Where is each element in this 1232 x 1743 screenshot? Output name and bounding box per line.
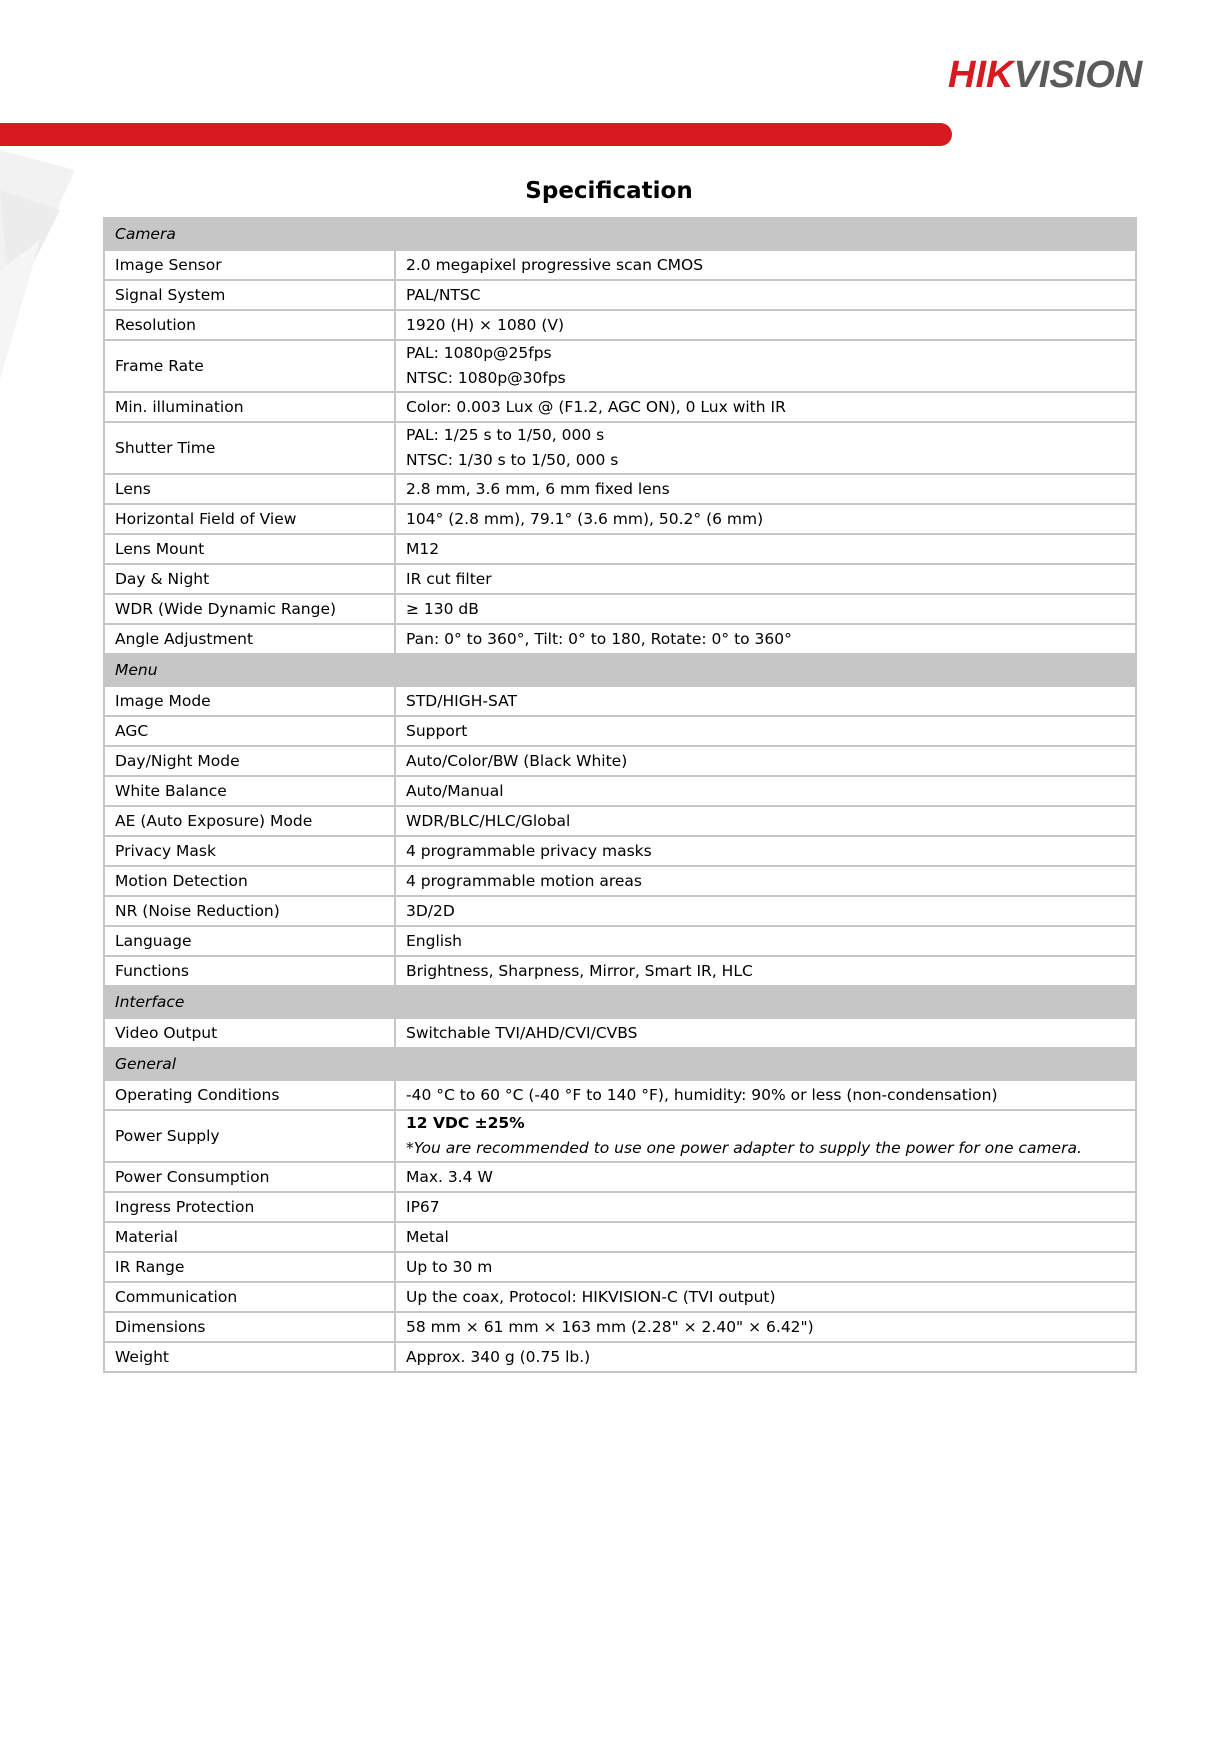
- spec-value: Switchable TVI/AHD/CVI/CVBS: [395, 1018, 1136, 1048]
- table-row: [104, 866, 1136, 896]
- spec-value-line: NTSC: 1/30 s to 1/50, 000 s: [406, 451, 619, 469]
- spec-value: STD/HIGH-SAT: [395, 686, 1136, 716]
- spec-value: 3D/2D: [395, 896, 1136, 926]
- spec-value: [395, 422, 1136, 474]
- spec-value: Metal: [395, 1222, 1136, 1252]
- spec-label: Signal System: [104, 280, 395, 310]
- spec-value: ≥ 130 dB: [395, 594, 1136, 624]
- spec-value: [395, 1110, 1136, 1162]
- spec-value: Up to 30 m: [395, 1252, 1136, 1282]
- logo-text-vision: VISION: [1013, 54, 1143, 96]
- section-general: [104, 1048, 1136, 1080]
- section-menu: [104, 654, 1136, 686]
- spec-label: Video Output: [104, 1018, 395, 1048]
- section-heading: General: [104, 1048, 1136, 1080]
- spec-label: Ingress Protection: [104, 1192, 395, 1222]
- spec-value-line: 12 VDC ±25%: [406, 1114, 525, 1132]
- table-row: [104, 1110, 1136, 1162]
- table-row: [104, 1162, 1136, 1192]
- spec-label: Motion Detection: [104, 866, 395, 896]
- spec-label: Functions: [104, 956, 395, 986]
- spec-value-line: NTSC: 1080p@30fps: [406, 369, 566, 387]
- table-row: [104, 1222, 1136, 1252]
- table-row: [104, 776, 1136, 806]
- table-row: [104, 1252, 1136, 1282]
- table-row: [104, 1192, 1136, 1222]
- section-heading: Menu: [104, 654, 1136, 686]
- spec-label: Communication: [104, 1282, 395, 1312]
- table-row: [104, 716, 1136, 746]
- spec-value-line: PAL: 1080p@25fps: [406, 344, 552, 362]
- power-adapter-note: *You are recommended to use one power adapter to supply the power for one camera.: [406, 1139, 1082, 1157]
- spec-value: Brightness, Sharpness, Mirror, Smart IR, HLC: [395, 956, 1136, 986]
- spec-value: English: [395, 926, 1136, 956]
- spec-label: Power Consumption: [104, 1162, 395, 1192]
- table-row: [104, 504, 1136, 534]
- header-red-bar: [0, 123, 952, 146]
- table-row: [104, 806, 1136, 836]
- spec-value: WDR/BLC/HLC/Global: [395, 806, 1136, 836]
- table-row: [104, 1080, 1136, 1110]
- spec-value: 58 mm × 61 mm × 163 mm (2.28" × 2.40" × 6.42"): [395, 1312, 1136, 1342]
- spec-label: White Balance: [104, 776, 395, 806]
- spec-value: 2.0 megapixel progressive scan CMOS: [395, 250, 1136, 280]
- spec-label: AGC: [104, 716, 395, 746]
- spec-label: Language: [104, 926, 395, 956]
- spec-label: IR Range: [104, 1252, 395, 1282]
- spec-label: Dimensions: [104, 1312, 395, 1342]
- spec-value: PAL/NTSC: [395, 280, 1136, 310]
- spec-label: Privacy Mask: [104, 836, 395, 866]
- spec-value: 2.8 mm, 3.6 mm, 6 mm fixed lens: [395, 474, 1136, 504]
- spec-label: WDR (Wide Dynamic Range): [104, 594, 395, 624]
- section-heading: Interface: [104, 986, 1136, 1018]
- table-row: [104, 1312, 1136, 1342]
- section-camera: [104, 218, 1136, 250]
- section-heading: Camera: [104, 218, 1136, 250]
- spec-value: Auto/Color/BW (Black White): [395, 746, 1136, 776]
- table-row: [104, 624, 1136, 654]
- specification-table: [103, 217, 1137, 1373]
- spec-value: M12: [395, 534, 1136, 564]
- table-row: [104, 896, 1136, 926]
- spec-label: Day & Night: [104, 564, 395, 594]
- spec-label: Horizontal Field of View: [104, 504, 395, 534]
- spec-value: IR cut filter: [395, 564, 1136, 594]
- table-row: [104, 594, 1136, 624]
- spec-value: Color: 0.003 Lux @ (F1.2, AGC ON), 0 Lux with IR: [395, 392, 1136, 422]
- spec-value: Pan: 0° to 360°, Tilt: 0° to 180, Rotate: 0° to 360°: [395, 624, 1136, 654]
- table-row: [104, 686, 1136, 716]
- spec-label: Image Sensor: [104, 250, 395, 280]
- table-row: [104, 474, 1136, 504]
- spec-value-line: PAL: 1/25 s to 1/50, 000 s: [406, 426, 605, 444]
- table-row: [104, 1342, 1136, 1372]
- spec-label: Frame Rate: [104, 340, 395, 392]
- table-row: [104, 1018, 1136, 1048]
- table-row: [104, 926, 1136, 956]
- table-row: [104, 956, 1136, 986]
- spec-value: Up the coax, Protocol: HIKVISION-C (TVI output): [395, 1282, 1136, 1312]
- spec-value: Auto/Manual: [395, 776, 1136, 806]
- table-row: [104, 836, 1136, 866]
- table-row: [104, 1282, 1136, 1312]
- spec-label: Lens: [104, 474, 395, 504]
- spec-label: Shutter Time: [104, 422, 395, 474]
- spec-value: Approx. 340 g (0.75 lb.): [395, 1342, 1136, 1372]
- spec-value: 104° (2.8 mm), 79.1° (3.6 mm), 50.2° (6 mm): [395, 504, 1136, 534]
- spec-label: Weight: [104, 1342, 395, 1372]
- spec-label: Lens Mount: [104, 534, 395, 564]
- table-row: [104, 534, 1136, 564]
- spec-label: Angle Adjustment: [104, 624, 395, 654]
- spec-label: Power Supply: [104, 1110, 395, 1162]
- spec-value: -40 °C to 60 °C (-40 °F to 140 °F), humidity: 90% or less (non-condensation): [395, 1080, 1136, 1110]
- spec-label: NR (Noise Reduction): [104, 896, 395, 926]
- spec-label: Image Mode: [104, 686, 395, 716]
- logo-text-hik: HIK: [948, 54, 1014, 96]
- spec-value: 4 programmable motion areas: [395, 866, 1136, 896]
- spec-value: [395, 340, 1136, 392]
- table-row: [104, 422, 1136, 474]
- spec-label: Min. illumination: [104, 392, 395, 422]
- spec-label: Operating Conditions: [104, 1080, 395, 1110]
- spec-value: 4 programmable privacy masks: [395, 836, 1136, 866]
- hikvision-logo: [948, 56, 1142, 94]
- spec-value: 1920 (H) × 1080 (V): [395, 310, 1136, 340]
- table-row: [104, 280, 1136, 310]
- spec-value: IP67: [395, 1192, 1136, 1222]
- spec-label: Day/Night Mode: [104, 746, 395, 776]
- table-row: [104, 746, 1136, 776]
- table-row: [104, 310, 1136, 340]
- spec-value: Support: [395, 716, 1136, 746]
- table-row: [104, 564, 1136, 594]
- spec-label: Resolution: [104, 310, 395, 340]
- table-row: [104, 340, 1136, 392]
- spec-label: Material: [104, 1222, 395, 1252]
- table-row: [104, 392, 1136, 422]
- spec-value: Max. 3.4 W: [395, 1162, 1136, 1192]
- spec-label: AE (Auto Exposure) Mode: [104, 806, 395, 836]
- page-title: Specification: [525, 178, 693, 204]
- section-interface: [104, 986, 1136, 1018]
- table-row: [104, 250, 1136, 280]
